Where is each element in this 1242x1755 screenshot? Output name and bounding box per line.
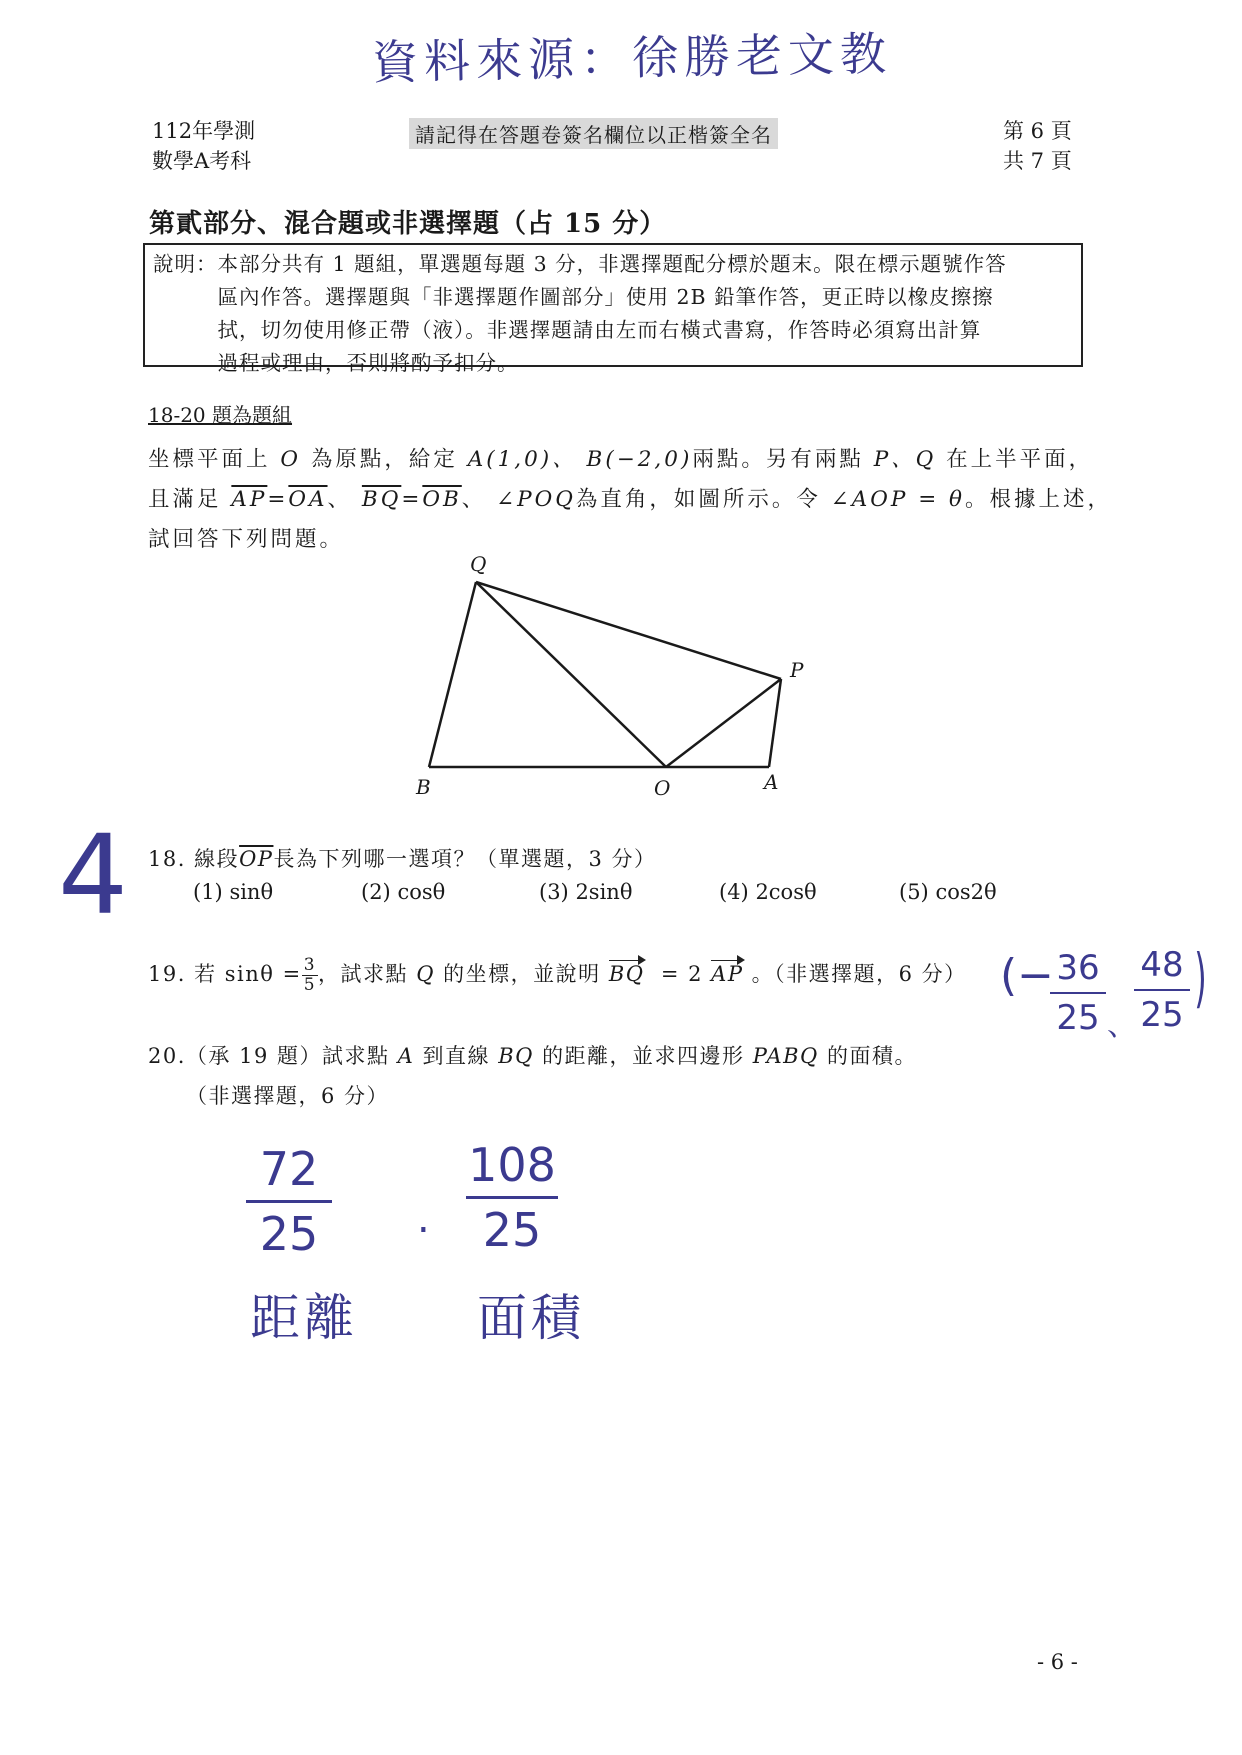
label-p: P <box>790 658 804 682</box>
handwritten-source-note: 資料來源：徐勝老文教 <box>371 26 893 90</box>
question-20: 20.（承 19 題）試求點 A 到直線 BQ 的距離，並求四邊形 PABQ 的面積。 <box>148 1044 917 1068</box>
question-18: 18. 線段$\overline{OP}$長為下列哪一選項？（單選題，3 分） <box>148 847 657 871</box>
handwritten-distance: 72 25 <box>246 1142 332 1261</box>
statement-line-1: 坐標平面上 O 為原點，給定 A(1,0)、 B(−2,0)兩點。另有兩點 P、Q 在上半平面， <box>148 447 1094 472</box>
option-3: (3) 2sinθ <box>539 880 633 904</box>
fraction-3-5: $\frac{3}{5}$ <box>303 955 317 995</box>
instruction-line-1: 本部分共有 1 題組，單選題每題 3 分，非選擇題配分標於題末。限在標示題號作答 <box>217 252 1007 276</box>
section-title: 第貳部分、混合題或非選擇題（占 15 分） <box>149 209 667 239</box>
label-o: O <box>654 776 671 800</box>
label-a: A <box>764 770 779 794</box>
page-number: 第 6 頁 <box>1003 119 1072 143</box>
exam-year: 112年學測 <box>152 119 256 143</box>
instruction-line-2: 區內作答。選擇題與「非選擇題作圖部分」使用 2B 鉛筆作答，更正時以橡皮擦擦 <box>217 285 994 309</box>
signature-notice: 請記得在答題卷簽名欄位以正楷簽全名 <box>409 118 778 149</box>
instruction-box <box>143 243 1083 375</box>
question-19: 19. 若 sinθ = $\frac{3}{5}$ ，試求點 Q 的坐標，並說明 BQ = 2 AP 。（非選擇題，6 分） <box>148 955 967 995</box>
handwritten-answer-18: 4 <box>58 811 128 939</box>
q18-options <box>193 880 997 904</box>
page-total: 共 7 頁 <box>1003 149 1072 173</box>
header-right <box>1003 116 1072 176</box>
handwritten-answer-19-y: 48 25 <box>1134 945 1190 1035</box>
option-1: (1) sinθ <box>193 880 274 904</box>
exam-subject: 數學A考科 <box>152 149 252 173</box>
option-5: (5) cos2θ <box>899 880 997 904</box>
header-left <box>152 116 255 176</box>
handwritten-label-area: 面積 <box>477 1289 585 1347</box>
group-label: 18-20 題為題組 <box>148 403 293 427</box>
statement-line-3: 試回答下列問題。 <box>148 527 345 552</box>
option-2: (2) cosθ <box>361 880 446 904</box>
handwritten-label-distance: 距離 <box>250 1289 358 1347</box>
question-20-line-2: （非選擇題，6 分） <box>186 1084 390 1108</box>
handwritten-close-paren: ) <box>1194 942 1207 1016</box>
handwritten-area: 108 25 <box>466 1138 558 1257</box>
handwritten-answer-19-prefix: (− <box>1000 950 1055 1001</box>
label-b: B <box>416 775 431 799</box>
label-q: Q <box>470 552 487 576</box>
option-4: (4) 2cosθ <box>719 880 817 904</box>
problem-statement <box>148 440 1112 560</box>
footer-page-number: - 6 - <box>1037 1650 1078 1674</box>
handwritten-answer-19-sep: 、 <box>1107 1008 1137 1043</box>
handwritten-answer-19-x: 36 25 <box>1050 948 1106 1038</box>
geometry-figure-outline <box>400 550 820 810</box>
instruction-line-3: 拭，切勿使用修正帶（液）。非選擇題請由左而右橫式書寫，作答時必須寫出計算 <box>217 318 982 342</box>
handwritten-dot: . <box>417 1196 430 1242</box>
instruction-label: 說明： <box>153 252 218 276</box>
statement-line-2: 且滿足 $\overline{AP}=\overline{OA}$、 $\overline{BQ}=\overline{OB}$、 ∠POQ為直角，如圖所示。令 ∠AOP = θ。根據上述， <box>148 487 1113 512</box>
instruction-line-4: 過程或理由，否則將酌予扣分。 <box>217 351 519 375</box>
